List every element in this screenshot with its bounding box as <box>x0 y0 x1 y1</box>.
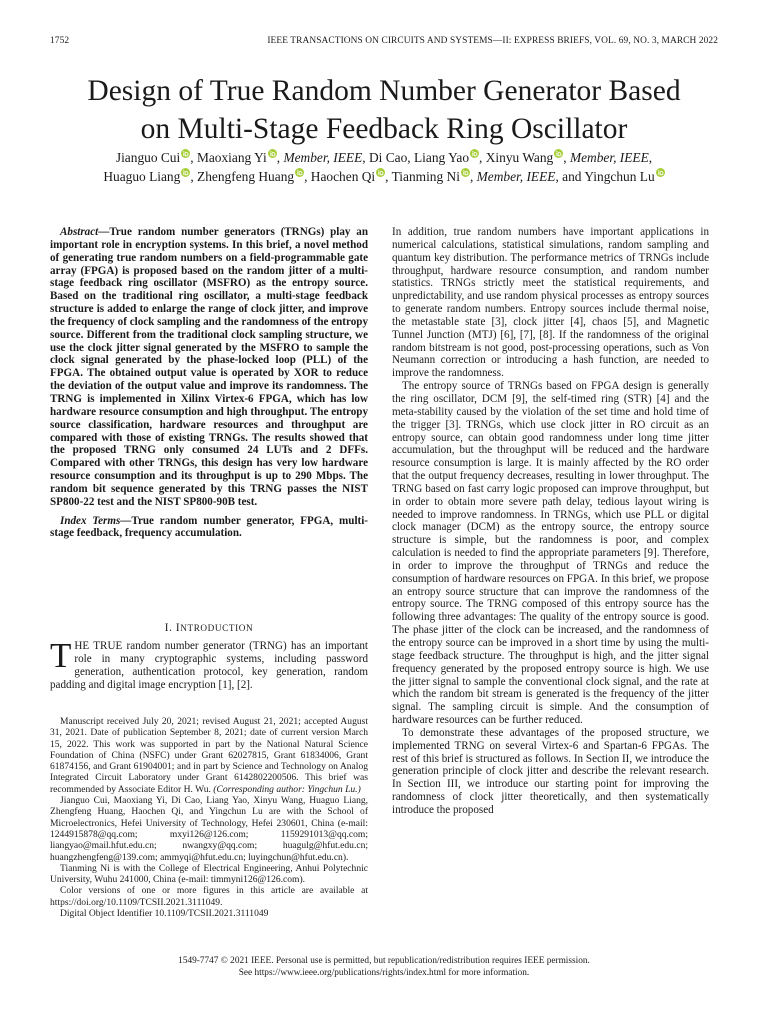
intro-first-word: HE TRUE <box>74 640 123 652</box>
abstract-text: True random number generators (TRNGs) play an important role in encryption systems. In this brief, a novel method of generating true random numbers on a field-programmable gate array (FPGA) is proposed based on the random jitter of a multi-stage feedback ring oscillator (MSFRO) as the entropy source. Based on the traditional ring oscillator, a multi-stage feedback structure is added to enlarge the range of clock jitter, and improve the frequency of clock sampling and the randomness of the entropy source. Different from the traditional clock sampling structure, we use the clock jitter signal generated by the MSFRO to sample the clock signal generated by the phase-locked loop (PLL) of the FPGA. The obtained output value is operated by XOR to reduce the deviation of the output value and improve its randomness. The TRNG is implemented in Xilinx Virtex-6 FPGA, which has low hardware resource consumption and high throughput. The entropy source classification, hardware resources and throughput are compared with those of existing TRNGs. The results showed that the proposed TRNG only consumed 24 LUTs and 2 DFFs. Compared with other TRNGs, this design has very low hardware resource consumption and its throughput is up to 290 Mbps. The random bit sequence generated by this TRNG passes the NIST SP800-22 test and the NIST SP800-90B test. <box>50 226 368 508</box>
index-terms-label: Index Terms— <box>60 514 132 527</box>
orcid-icon[interactable] <box>181 168 190 177</box>
index-terms-text: True random number generator, FPGA, multi-stage feedback, frequency accumulation. <box>50 514 368 540</box>
drop-cap: T <box>50 636 72 675</box>
orcid-icon[interactable] <box>470 149 479 158</box>
intro-text: random number generator (TRNG) has an important role in many cryptographic systems, including password generation, authentication protocol, key generation, random padding and digital image encryption [1], [2]. <box>50 640 368 691</box>
author-membership: Member, IEEE <box>569 150 649 165</box>
author-name: Maoxiang Yi <box>196 150 267 165</box>
rights-url-line: See https://www.ieee.org/publications/rights/index.html for more information. <box>238 968 530 978</box>
author-name: Liang Yao <box>413 150 470 165</box>
paragraph-1: In addition, true random numbers have important applications in numerical calculations, statistical simulations, random sampling and quantum key distribution. The performance metrics of TRNGs include throughput, hardware resource consumption, and random number statistics. TRNGs strictly meet the statistical requirements, and unpredictability, and use random physical processes as entropy sources to generate random numbers. Entropy sources include thermal noise, the metastable state [3], clock jitter [4], chaos [5], and Magnetic Tunnel Junction (MTJ) [6], [7], [8]. If the randomness of the original random bitstream is not good, post-processing operations, such as Von Neumann correction or introducing a hash function, are needed to improve the randomness. <box>392 226 709 380</box>
title-line-2: on Multi-Stage Feedback Ring Oscillator <box>140 113 628 145</box>
footnote-affiliation-2: Tianming Ni is with the College of Electrical Engineering, Anhui Polytechnic University, Wuhu 241000, China (e-mail: timmyni126@126.com). <box>50 862 368 886</box>
author-membership: Member, IEEE <box>476 169 556 184</box>
abstract-label: Abstract— <box>60 226 110 238</box>
footnote-doi: Digital Object Identifier 10.1109/TCSII.2021.3111049 <box>60 908 269 920</box>
section-title-initial: I <box>175 622 181 634</box>
author-membership: Member, IEEE <box>283 150 363 165</box>
paragraph-3: To demonstrate these advantages of the proposed structure, we implemented TRNG on several Virtex-6 and Spartan-6 FPGAs. The rest of this brief is structured as follows. In Section II, we introduce the generation principle of clock jitter and describe the relevant research. In Section III, we introduce our starting point for improving the randomness of clock jitter theoretically, and then systematically introduce the proposed <box>392 726 709 816</box>
journal-header: IEEE TRANSACTIONS ON CIRCUITS AND SYSTEMS—II: EXPRESS BRIEFS, VOL. 69, NO. 3, MARCH 2022 <box>267 36 718 46</box>
section-number: I. <box>164 622 173 634</box>
right-column <box>392 226 709 817</box>
title-line-1: Design of True Random Number Generator Based <box>87 75 681 107</box>
index-terms <box>50 515 368 541</box>
orcid-icon[interactable] <box>554 149 563 158</box>
paper-title <box>40 72 728 148</box>
abstract <box>50 226 368 540</box>
author-line-2: Huaguo Liang , Zhengfeng Huang , Haochen Qi , Tianming Ni , Member, IEEE, and Yingchun Lu <box>40 167 728 186</box>
author-name: Jianguo Cui <box>115 150 181 165</box>
section-heading <box>50 622 368 634</box>
footnote-manuscript: Manuscript received July 20, 2021; revised August 21, 2021; accepted August 31, 2021. Date of publication September 8, 2021; date of current version March 15, 2022. This work was supported in part by the National Natural Science Foundation of China (NSFC) under Grant 62027815, Grant 61834006, Grant 61874156, and Grant 61904001; and in part by Science and Technology on Analog Integrated Circuit Laboratory under Grant 6142802200506. This brief was recommended by Associate Editor H. Wu. (Corresponding author: Yingchun Lu.) <box>50 716 368 795</box>
orcid-icon[interactable] <box>295 168 304 177</box>
orcid-icon[interactable] <box>268 149 277 158</box>
author-line-1: Jianguo Cui , Maoxiang Yi , Member, IEEE, Di Cao, Liang Yao , Xinyu Wang , Member, IEEE, <box>115 150 653 165</box>
page-number: 1752 <box>50 36 70 46</box>
footnotes <box>50 716 368 919</box>
author-name: Zhengfeng Huang <box>197 169 295 184</box>
footnote-affiliation-1: Jianguo Cui, Maoxiang Yi, Di Cao, Liang Yao, Xinyu Wang, Huaguo Liang, Zhengfeng Huang, Haochen Qi, and Yingchun Lu are with the School of Microelectronics, Hefei University of Technology, Hefei 230601, China (e-mail: 1244915878@qq.com; mxyi126@126.com; 1159291013@qq.com; liangyao@mail.hfut.edu.cn; nwangxy@qq.com; huagulg@hfut.edu.cn; huangzhengfeng@139.com; ammyqi@hfut.edu.cn; luyingchun@hfut.edu.cn). <box>50 795 368 863</box>
section-title-rest: NTRODUCTION <box>180 623 254 633</box>
author-name: Tianming Ni <box>391 169 460 184</box>
author-list <box>40 148 728 186</box>
orcid-icon[interactable] <box>181 149 190 158</box>
author-name: Di Cao <box>368 150 408 165</box>
footnote-corresponding-author: (Corresponding author: Yingchun Lu.) <box>213 783 361 795</box>
author-name: Yingchun Lu <box>584 169 655 184</box>
paragraph-2: The entropy source of TRNGs based on FPGA design is generally the ring oscillator, DCM [9], the self-timed ring (STR) [4] and the meta-stability caused by the violation of the set time and hold time of the trigger [3]. TRNGs, which use clock jitter in RO circuit as an entropy source, can obtain good randomness under long time jitter accumulation, but the throughput will be reduced and the hardware resource consumption is large. It is mainly affected by the RO order that the output frequency decreases, resulting in lower throughput. The TRNG based on fast carry logic proposed can improve throughput, but in order to obtain more severe path delay, tedious layout wiring is needed to improve randomness. In TRNGs, which use PLL or digital clock manager (DCM) as the entropy source, the entropy source structure is simple, but the randomness is poor, and complex calculation is needed to find the appropriate parameters [9]. Therefore, in order to improve the throughput of TRNGs and reduce the consumption of hardware resources on FPGA. In this brief, we propose an entropy source structure that can improve the randomness of the entropy source. The TRNG composed of this entropy source has the following three advantages: The quality of the entropy source is good. The phase jitter of the clock can be increased, and the randomness of the entropy source can be improved in a short time by using the multi-stage feedback structure. The throughput is high, and the jitter signal frequency generated by the proposed entropy source is high. We use the jitter signal to sample the conventional clock signal, and the rate at which the random bit stream is generated is the frequency of the jitter signal. The sampling circuit is simple. And the consumption of hardware resources can be further reduced. <box>392 380 709 727</box>
orcid-icon[interactable] <box>376 168 385 177</box>
copyright-line: 1549-7747 © 2021 IEEE. Personal use is permitted, but republication/redistribution requires IEEE permission. <box>178 956 590 966</box>
intro-paragraph <box>50 636 368 691</box>
orcid-icon[interactable] <box>461 168 470 177</box>
author-name: Xinyu Wang <box>485 150 554 165</box>
author-name: Huaguo Liang <box>103 169 181 184</box>
footnote-color-versions: Color versions of one or more figures in this article are available at https://doi.org/10.1109/TCSII.2021.3111049. <box>50 885 368 908</box>
author-name: Haochen Qi <box>310 169 376 184</box>
orcid-icon[interactable] <box>656 168 665 177</box>
